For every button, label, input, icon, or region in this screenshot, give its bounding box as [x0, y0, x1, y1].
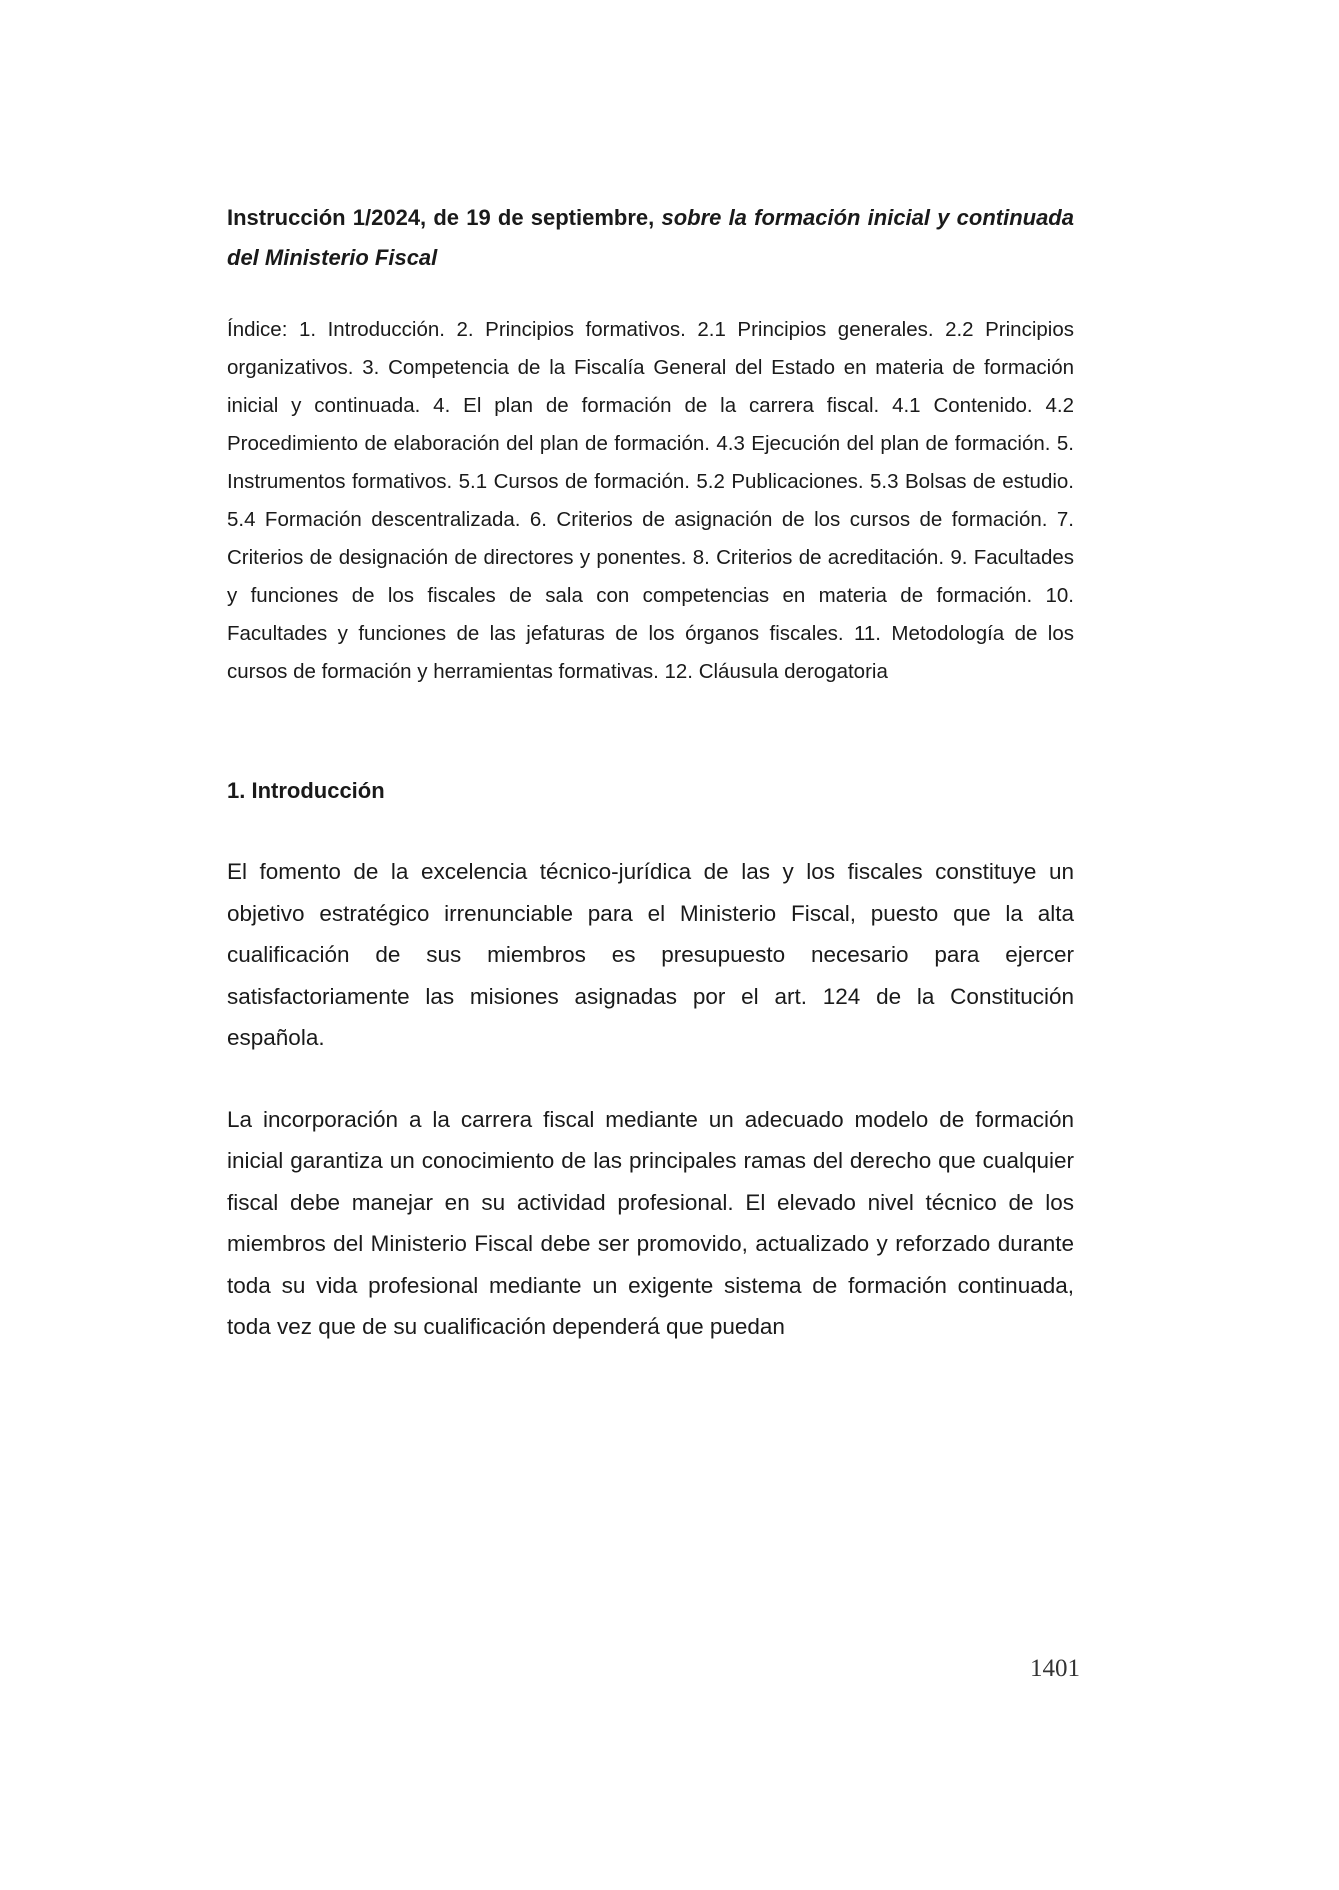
title-italic: sobre la formación inicial y continuada del Ministerio Fiscal [227, 205, 1074, 270]
body-paragraph: La incorporación a la carrera fiscal mediante un adecuado modelo de formación inicial garantiza un conocimiento de las principales ramas del derecho que cualquier fiscal debe manejar en su actividad profesional. El elevado nivel técnico de los miembros del Ministerio Fiscal debe ser promovido, actualizado y reforzado durante toda su vida profesional mediante un exigente sistema de formación continuada, toda vez que de su cualificación dependerá que puedan [227, 1106, 1074, 1339]
page-number: 1401 [1030, 1655, 1080, 1682]
title-bold: Instrucción 1/2024, de 19 de septiembre, [227, 205, 655, 230]
document-title [227, 198, 1074, 278]
section-heading-introduccion: 1. Introducción [227, 778, 385, 803]
body-paragraph: El fomento de la excelencia técnico-jurídica de las y los fiscales constituye un objetivo estratégico irrenunciable para el Ministerio Fiscal, puesto que la alta cualificación de sus miembros es presupuesto necesario para ejercer satisfactoriamente las misiones asignadas por el art. 124 de la Constitución española. [227, 859, 1074, 1050]
page-content [227, 198, 1074, 1348]
table-of-contents: Índice: 1. Introducción. 2. Principios formativos. 2.1 Principios generales. 2.2 Principios organizativos. 3. Competencia de la Fiscalía General del Estado en materia de formación inicial y continuada. 4. El plan de formación de la carrera fiscal. 4.1 Contenido. 4.2 Procedimiento de elaboración del plan de formación. 4.3 Ejecución del plan de formación. 5. Instrumentos formativos. 5.1 Cursos de formación. 5.2 Publicaciones. 5.3 Bolsas de estudio. 5.4 Formación descentralizada. 6. Criterios de asignación de los cursos de formación. 7. Criterios de designación de directores y ponentes. 8. Criterios de acreditación. 9. Facultades y funciones de los fiscales de sala con competencias en materia de formación. 10. Facultades y funciones de las jefaturas de los órganos fiscales. 11. Metodología de los cursos de formación y herramientas formativas. 12. Cláusula derogatoria [227, 318, 1074, 683]
